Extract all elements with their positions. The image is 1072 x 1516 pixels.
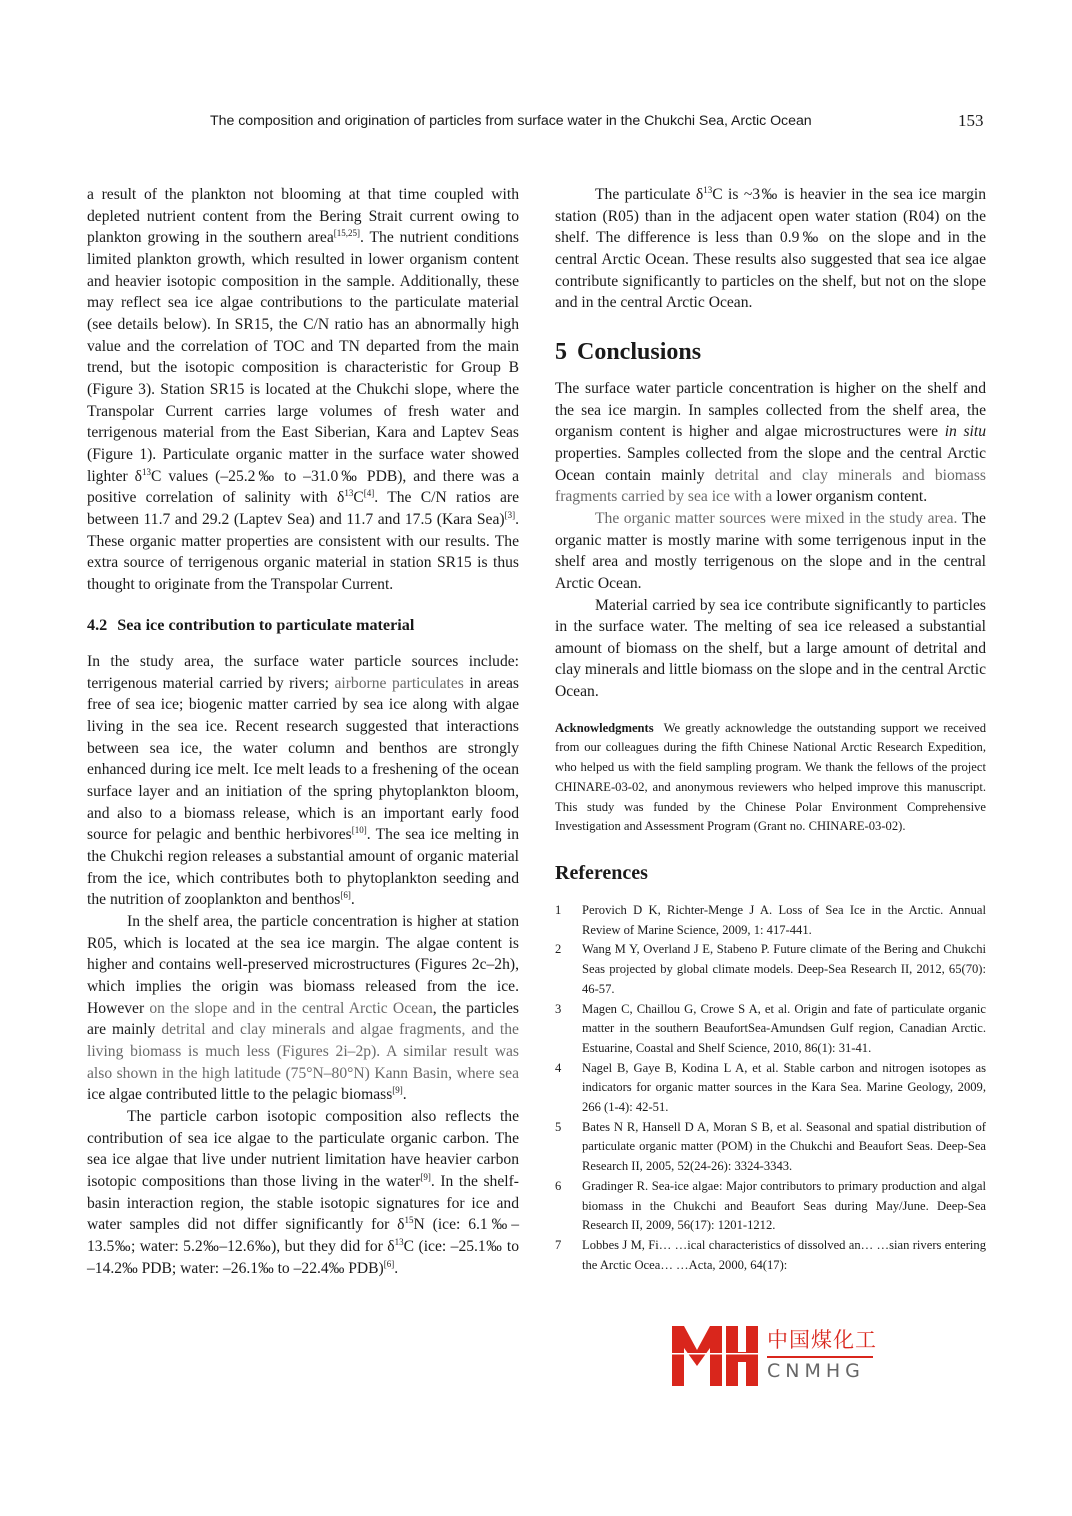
acknowledgments-label: Acknowledgments <box>555 720 654 735</box>
running-title: The composition and origination of particles from surface water in the Chukchi Sea, Arctic Ocean <box>210 113 812 129</box>
citation: [9] <box>420 1171 431 1182</box>
reference-item: 5 Bates N R, Hansell D A, Moran S B, et al. Seasonal and spatial distribution of particulate organic matter (POM) in the Chukchi and Beaufort Seas. Deep-Sea Research II, 2005, 52(24-26): 3324-3343. <box>555 1119 986 1174</box>
reference-item: 2 Wang M Y, Overland J E, Stabeno P. Future climate of the Bering and Chukchi Seas projected by global climate models. Deep-Sea Research II, 2012, 65(70): 46-57. <box>555 942 986 996</box>
section-heading-4-2: 4.2 Sea ice contribution to particulate material <box>87 616 415 635</box>
citation: [10] <box>351 825 367 836</box>
watermark-divider <box>767 1356 873 1358</box>
reference-item: 6 Gradinger R. Sea-ice algae: Major contributors to primary production and algal biomass in the Chukchi and Beaufort Seas during May/June. Deep-Sea Research II, 2009, 56(17): 1201-1212. <box>555 1178 986 1233</box>
paragraph-shelf-area: In the shelf area, the particle concentration is higher at station R05, which is located at the sea ice margin. The algae content is higher and contains well-preserved microstructures (Figures 2c–2h), which implies the origin was biomass released from the ice. However on the slope and in the central Arctic Ocean, the particles are mainly detrital and clay minerals and algae fragments, and the living biomass is much less (Figures 2i–2p). A similar result was also shown in the high latitude (75°N–80°N) Kann Basin, where sea ice algae contributed little to the pelagic biomass[9]. <box>87 913 519 1104</box>
conclusion-paragraph-1: The surface water particle concentration is higher on the shelf and the sea ice margin. In samples collected from the shelf area, the organism content is higher and algae microstructures were in situ properties. Samples collected from the slope and the central Arctic Ocean contain mainly detrital and clay minerals and biomass fragments carried by sea ice with a lower organism content. <box>555 379 987 506</box>
page-number: 153 <box>958 111 984 130</box>
watermark-chinese-text: 中国煤化工 <box>767 1324 879 1354</box>
running-header <box>0 112 1072 134</box>
reference-item: 7 Lobbes J M, Fi… …ical characteristics of dissolved an… …sian rivers entering the Arctic Ocea… …Acta, 2000, 64(17): <box>555 1237 986 1272</box>
reference-item: 3 Magen C, Chaillou G, Crowe S A, et al. Origin and fate of particulate organic matter in the southern BeaufortSea-Amundsen Gulf region, Canadian Arctic. Estuarine, Coastal and Shelf Science, 2010, 86(1): 31-41. <box>555 1001 986 1055</box>
conclusion-paragraph-3: Material carried by sea ice contribute significantly to particles in the surface water. The melting of sea ice released a substantial amount of biomass on the shelf, but a large amount of detrital and clay minerals and little biomass on the slope and in the central Arctic Ocean. <box>555 596 986 701</box>
paragraph-particle-sources: In the study area, the surface water particle sources include: terrigenous material carried by rivers; airborne particulates in areas free of sea ice; biogenic matter carried by sea ice along with algae living in the sea ice. Recent research suggested that interactions between sea ice, the water column and benthos are strongly enhanced during ice melt. Ice melt leads to a freshening of the ocean surface layer and an initiation of the spring phytoplankton bloom, and also to a biomass release, which is an important early food source for pelagic and benthic herbivores[10]. The sea ice melting in the Chukchi region releases a substantial amount of organic material from the ice, which contributes both to phytoplankton seeding and the nutrition of zooplankton and benthos[6]. <box>87 653 519 909</box>
acknowledgments: Acknowledgments We greatly acknowledge the outstanding support we received from our colleagues during the fifth Chinese National Arctic Research Expedition, who helped us with the field sampling program. We thank the fellows of the project CHINARE-03-02, and anonymous reviewers who helped improve this manuscript. This study was funded by the Chinese Polar Environment Comprehensive Investigation and Assessment Program (Grant no. CHINARE-03-02). <box>555 720 986 834</box>
references-heading: References <box>555 862 648 884</box>
citation: [6] <box>340 890 351 901</box>
watermark-latin-text: CNMHG <box>767 1360 865 1382</box>
paragraph-carbon-isotopic: The particle carbon isotopic composition also reflects the contribution of sea ice algae to the particulate organic carbon. The sea ice algae that live under nutrient limitation have heavier carbon isotopic compositions than those living in the water[9]. In the shelf-basin interaction region, the stable isotopic signatures for ice and water samples did not differ significantly for $\delta^{15}N$ (ice: 6.1‰–13.5‰; water: 5.2‰–12.6‰), but they did for $\delta^{13}C$ (ice: –25.1‰ to –14.2‰ PDB; water: –26.1‰ to –22.4‰ PDB)[6]. <box>87 1107 519 1277</box>
citation: [4] <box>363 488 375 499</box>
section-heading-conclusions: 5 Conclusions <box>555 338 702 365</box>
cnmhg-watermark <box>672 1322 882 1388</box>
left-column <box>87 184 519 1279</box>
reference-list <box>555 901 986 1275</box>
reference-item: 4 Nagel B, Gaye B, Kodina L A, et al. Stable carbon and nitrogen isotopes as indicators for organic matter sources in the Kara Sea. Marine Geology, 2009, 266 (1-4): 42-51. <box>555 1060 986 1115</box>
conclusion-paragraph-2: The organic matter sources were mixed in the study area. The organic matter is mostly marine with some terrigenous input in the shelf area and mostly terrigenous on the slope and in the central Arctic Ocean. <box>555 509 986 592</box>
right-column <box>555 184 986 1275</box>
citation: [15,25] <box>333 228 361 239</box>
cnmhg-logo-icon <box>672 1326 758 1386</box>
paragraph-sr15: a result of the plankton not blooming at that time coupled with depleted nutrient content from the Bering Strait current owing to plankton growing in the southern area[15,25]. The nutrient conditions limited plankton growth, which resulted in lower organism content and heavier isotopic composition in the sample. Additionally, these may reflect sea ice algae contributions to the particulate material (see details below). In SR15, the C/N ratio has an abnormally high value and the correlation of TOC and TN departed from the main trend, but the isotopic composition is characteristic for Group B (Figure 3). Station SR15 is located at the Chukchi slope, where the Transpolar Current carries large volumes of fresh water and terrigenous material from the East Siberian, Kara and Laptev Seas (Figure 1). Particulate organic matter in the surface water showed lighter $\delta^{13}C$ values (–25.2‰ to –31.0‰ PDB), and there was a positive correlation of salinity with $\delta^{13}C[4]$. The C/N ratios are between 11.7 and 29.2 (Laptev Sea) and 11.7 and 17.5 (Kara Sea)[3]. These organic matter properties are consistent with our results. The extra source of terrigenous organic material in station SR15 is thus thought to originate from the Transpolar Current. <box>87 186 519 593</box>
citation: [3] <box>504 509 516 520</box>
citation: [6] <box>383 1258 395 1269</box>
reference-item: 1 Perovich D K, Richter-Menge J A. Loss of Sea Ice in the Arctic. Annual Review of Marine Science, 2009, 1: 417-441. <box>555 903 986 937</box>
paragraph-particulate-d13c: The particulate $\delta^{13}C$ is ~3‰ is heavier in the sea ice margin station (R05) than in the adjacent open water station (R04) on the shelf. The difference is less than 0.9‰ on the slope and in the central Arctic Ocean. These results also suggested that sea ice algae contribute significantly to particles on the shelf, but not on the slope and in the central Arctic Ocean. <box>555 185 986 312</box>
citation: [9] <box>392 1085 403 1096</box>
